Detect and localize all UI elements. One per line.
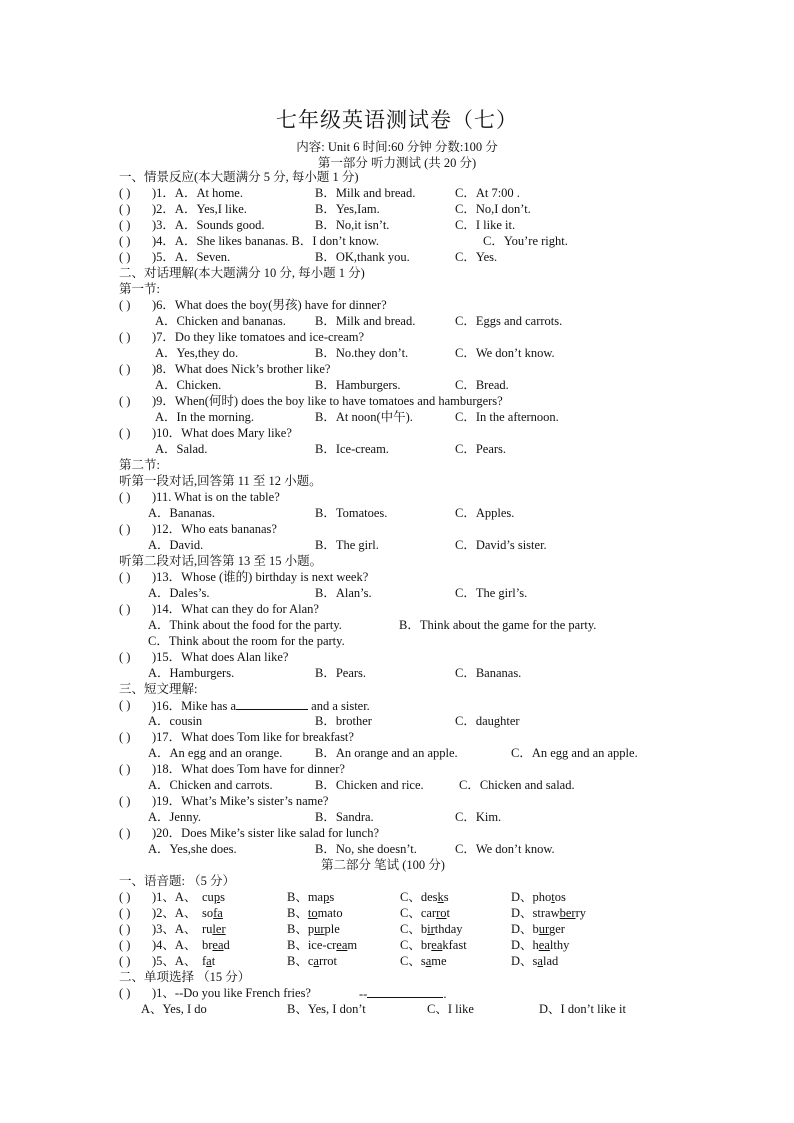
question-18-options: A．Chicken and carrots. B．Chicken and rice. C．Chicken and salad. [148,778,575,792]
question-16-options: A．cousin B．brother C．daughter [148,714,520,728]
phonetics-3: ( ) )3、A、 ruler B、purple C、birthday D、burger [119,922,565,936]
question-2: ( ) )2．A．Yes,I like. B．Yes,Iam. C．No,I don’t. [119,202,531,216]
answer-blank[interactable]: ( ) [119,730,131,744]
section-heading: 一、语音题: （5 分） [119,874,235,888]
question-19: ( ) )19．What’s Mike’s sister’s name? [119,794,329,808]
answer-blank[interactable]: ( ) [119,522,131,536]
question-20: ( ) )20．Does Mike’s sister like salad for lunch? [119,826,380,840]
answer-blank[interactable]: ( ) [119,698,131,712]
question-13: ( ) )13．Whose (谁的) birthday is next week? [119,570,369,584]
exam-info: 内容: Unit 6 时间:60 分钟 分数:100 分 [296,140,498,154]
answer-blank[interactable]: ( ) [119,954,131,968]
section-heading: 二、对话理解(本大题满分 10 分, 每小题 1 分) [119,266,365,280]
answer-blank[interactable]: ( ) [119,794,131,808]
question-10-options: A．Salad. B．Ice-cream. C．Pears. [155,442,507,456]
phonetics-2: ( ) )2、A、 sofa B、tomato C、carrot D、strawberry [119,906,586,920]
question-5: ( ) )5．A．Seven. B．OK,thank you. C．Yes. [119,250,498,264]
question-8: ( ) )8．What does Nick’s brother like? [119,362,331,376]
answer-blank[interactable]: ( ) [119,330,131,344]
answer-blank[interactable]: ( ) [119,570,131,584]
dialogue-instruction: 听第二段对话,回答第 13 至 15 小题。 [119,554,323,568]
question-15-options: A．Hamburgers. B．Pears. C．Bananas. [148,666,522,680]
question-4: ( ) )4．A．She likes bananas. B．I don’t know. C．You’re right. [119,234,568,248]
question-12: ( ) )12．Who eats bananas? [119,522,277,536]
exam-content [119,169,719,1017]
question-20-options: A．Yes,she does. B．No, she doesn’t. C．We don’t know. [148,842,555,856]
answer-blank[interactable]: ( ) [119,762,131,776]
answer-blank[interactable]: ( ) [119,602,131,616]
question-13-options: A．Dales’s. B．Alan’s. C．The girl’s. [148,586,528,600]
question-14-options: C．Think about the room for the party. [148,634,345,648]
question-14-options: A．Think about the food for the party. B．Think about the game for the party. [148,618,597,632]
question-17-options: A．An egg and an orange. B．An orange and an apple. C．An egg and an apple. [148,746,638,760]
question-3: ( ) )3．A．Sounds good. B．No,it isn’t. C．I like it. [119,218,516,232]
answer-blank[interactable]: ( ) [119,986,131,1000]
question-11: ( ) )11. What is on the table? [119,490,280,504]
section-heading: 三、短文理解: [119,682,198,696]
choice-1: ( ) )1、--Do you like French fries? -- . [119,986,447,1001]
phonetics-5: ( ) )5、A、 fat B、carrot C、same D、salad [119,954,559,968]
part-two-heading: 第二部分 笔试 (100 分) [321,858,445,872]
answer-blank[interactable]: ( ) [119,906,131,920]
answer-blank[interactable]: ( ) [119,202,131,216]
phonetics-1: ( ) )1、A、 cups B、maps C、desks D、photos [119,890,566,904]
answer-blank[interactable]: ( ) [119,490,131,504]
answer-blank[interactable]: ( ) [119,394,131,408]
question-19-options: A．Jenny. B．Sandra. C．Kim. [148,810,502,824]
subsection-heading: 第一节: [119,282,160,296]
question-7: ( ) )7．Do they like tomatoes and ice-cream? [119,330,365,344]
answer-blank[interactable]: ( ) [119,826,131,840]
phonetics-4: ( ) )4、A、 bread B、ice-cream C、breakfast D、healthy [119,938,570,952]
answer-blank[interactable]: ( ) [119,938,131,952]
question-9: ( ) )9．When(何时) does the boy like to have tomatoes and hamburgers? [119,394,503,408]
question-7-options: A．Yes,they do. B．No.they don’t. C．We don’t know. [155,346,555,360]
answer-blank[interactable]: ( ) [119,234,131,248]
answer-blank[interactable]: ( ) [119,890,131,904]
question-11-options: A．Bananas. B．Tomatoes. C．Apples. [148,506,515,520]
question-14: ( ) )14．What can they do for Alan? [119,602,319,616]
answer-blank[interactable]: ( ) [119,218,131,232]
page-title: 七年级英语测试卷（七） [276,108,518,132]
fill-blank[interactable] [367,985,443,998]
question-6-options: A．Chicken and bananas. B．Milk and bread. C．Eggs and carrots. [155,314,563,328]
question-6: ( ) )6．What does the boy(男孩) have for dinner? [119,298,387,312]
answer-blank[interactable]: ( ) [119,426,131,440]
answer-blank[interactable]: ( ) [119,298,131,312]
answer-blank[interactable]: ( ) [119,650,131,664]
answer-blank[interactable]: ( ) [119,186,131,200]
question-9-options: A．In the morning. B．At noon(中午). C．In the afternoon. [155,410,559,424]
subsection-heading: 第二节: [119,458,160,472]
section-heading: 一、情景反应(本大题满分 5 分, 每小题 1 分) [119,170,359,184]
question-1: ( ) )1．A．At home. B．Milk and bread. C．At 7:00 . [119,186,520,200]
part-one-heading: 第一部分 听力测试 (共 20 分) [317,156,477,170]
dialogue-instruction: 听第一段对话,回答第 11 至 12 小题。 [119,474,322,488]
question-17: ( ) )17．What does Tom like for breakfast? [119,730,354,744]
fill-blank[interactable] [236,697,308,710]
question-15: ( ) )15．What does Alan like? [119,650,289,664]
section-heading: 二、单项选择 （15 分） [119,970,251,984]
question-10: ( ) )10．What does Mary like? [119,426,292,440]
question-16: ( ) )16．Mike has a and a sister. [119,698,370,713]
choice-1-options: A、Yes, I do B、Yes, I don’t C、I like D、I don’t like it [141,1002,626,1016]
answer-blank[interactable]: ( ) [119,362,131,376]
answer-blank[interactable]: ( ) [119,922,131,936]
question-12-options: A．David. B．The girl. C．David’s sister. [148,538,547,552]
question-8-options: A．Chicken. B．Hamburgers. C．Bread. [155,378,509,392]
answer-blank[interactable]: ( ) [119,250,131,264]
question-18: ( ) )18．What does Tom have for dinner? [119,762,345,776]
